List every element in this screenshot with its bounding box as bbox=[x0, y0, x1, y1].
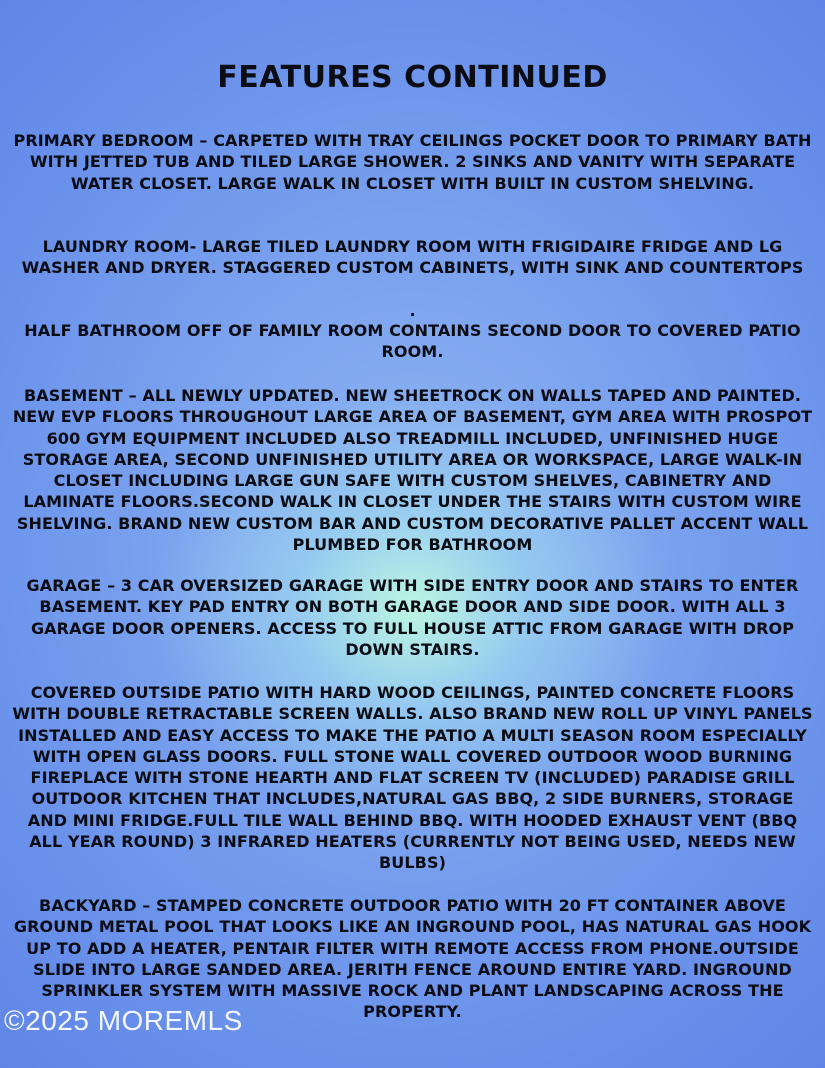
section-primary-bedroom: PRIMARY BEDROOM – CARPETED WITH TRAY CEILINGS POCKET DOOR TO PRIMARY BATH WITH JETTED TUB AND TILED LARGE SHOWER. 2 SINKS AND VANITY WITH SEPARATE WATER CLOSET. LARGE WALK IN CLOSET WITH BUILT IN CUSTOM SHELVING. bbox=[13, 131, 812, 193]
section-laundry-room: LAUNDRY ROOM- LARGE TILED LAUNDRY ROOM WITH FRIGIDAIRE FRIDGE AND LG WASHER AND DRYER. STAGGERED CUSTOM CABINETS, WITH SINK AND COUNTERTOPS bbox=[21, 237, 804, 278]
separator-dot: . bbox=[409, 301, 416, 320]
section-half-bathroom: HALF BATHROOM OFF OF FAMILY ROOM CONTAINS SECOND DOOR TO COVERED PATIO ROOM. bbox=[24, 321, 801, 362]
section-basement: BASEMENT – ALL NEWLY UPDATED. NEW SHEETROCK ON WALLS TAPED AND PAINTED. NEW EVP FLOORS THROUGHOUT LARGE AREA OF BASEMENT, GYM AREA WITH PROSPOT 600 GYM EQUIPMENT INCLUDED ALSO TREADMILL INCLUDED, UNFINISHED HUGE STORAGE AREA, SECOND UNFINISHED UTILITY AREA OR WORKSPACE, LARGE WALK-IN CLOSET INCLUDING LARGE GUN SAFE WITH CUSTOM SHELVES, CABINETRY AND LAMINATE FLOORS.SECOND WALK IN CLOSET UNDER THE STAIRS WITH CUSTOM WIRE SHELVING. BRAND NEW CUSTOM BAR AND CUSTOM DECORATIVE PALLET ACCENT WALL PLUMBED FOR BATHROOM bbox=[12, 386, 813, 555]
section-garage: GARAGE – 3 CAR OVERSIZED GARAGE WITH SIDE ENTRY DOOR AND STAIRS TO ENTER BASEMENT. KEY PAD ENTRY ON BOTH GARAGE DOOR AND SIDE DOOR. WITH ALL 3 GARAGE DOOR OPENERS. ACCESS TO FULL HOUSE ATTIC FROM GARAGE WITH DROP DOWN STAIRS. bbox=[26, 576, 799, 659]
section-backyard: BACKYARD – STAMPED CONCRETE OUTDOOR PATIO WITH 20 FT CONTAINER ABOVE GROUND METAL POOL THAT LOOKS LIKE AN INGROUND POOL, HAS NATURAL GAS HOOK UP TO ADD A HEATER, PENTAIR FILTER WITH REMOTE ACCESS FROM PHONE.OUTSIDE SLIDE INTO LARGE SANDED AREA. JERITH FENCE AROUND ENTIRE YARD. INGROUND SPRINKLER SYSTEM WITH MASSIVE ROCK AND PLANT LANDSCAPING ACROSS THE PROPERTY. bbox=[13, 896, 812, 1022]
copyright-watermark: ©2025 MOREMLS bbox=[4, 1005, 243, 1036]
section-covered-patio: COVERED OUTSIDE PATIO WITH HARD WOOD CEILINGS, PAINTED CONCRETE FLOORS WITH DOUBLE RETRACTABLE SCREEN WALLS. ALSO BRAND NEW ROLL UP VINYL PANELS INSTALLED AND EASY ACCESS TO MAKE THE PATIO A MULTI SEASON ROOM ESPECIALLY WITH OPEN GLASS DOORS. FULL STONE WALL COVERED OUTDOOR WOOD BURNING FIREPLACE WITH STONE HEARTH AND FLAT SCREEN TV (INCLUDED) PARADISE GRILL OUTDOOR KITCHEN THAT INCLUDES,NATURAL GAS BBQ, 2 SIDE BURNERS, STORAGE AND MINI FRIDGE.FULL TILE WALL BEHIND BBQ. WITH HOODED EXHAUST VENT (BBQ ALL YEAR ROUND) 3 INFRARED HEATERS (CURRENTLY NOT BEING USED, NEEDS NEW BULBS) bbox=[12, 683, 813, 873]
page-title: FEATURES CONTINUED bbox=[217, 60, 608, 95]
